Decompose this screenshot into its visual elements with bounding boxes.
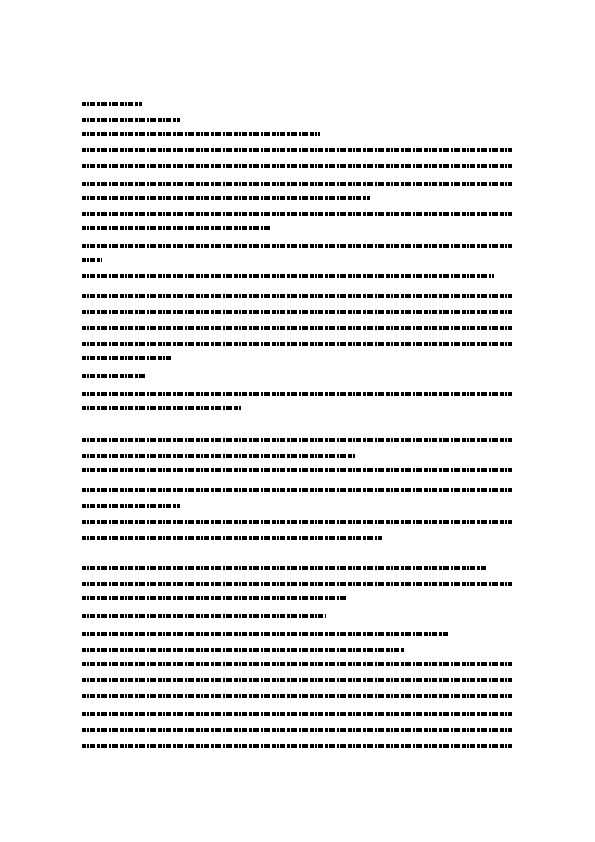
text-line (82, 406, 242, 410)
text-line (82, 182, 512, 186)
text-line (82, 566, 486, 570)
text-line (82, 164, 512, 168)
text-line (82, 438, 512, 442)
text-line (82, 118, 180, 122)
text-line (82, 326, 512, 330)
text-line (82, 454, 356, 458)
text-line (82, 712, 512, 716)
text-line (82, 520, 512, 524)
text-line (82, 648, 404, 652)
text-line (82, 488, 512, 492)
text-line (82, 226, 270, 230)
text-line (82, 614, 326, 618)
text-line (82, 504, 180, 508)
text-line (82, 678, 512, 682)
text-line (82, 342, 512, 346)
text-line (82, 582, 512, 586)
text-line (82, 102, 142, 106)
text-line (82, 728, 512, 732)
text-line (82, 258, 102, 262)
text-line (82, 536, 382, 540)
text-line (82, 392, 512, 396)
text-line (82, 244, 512, 248)
text-line (82, 596, 348, 600)
text-line (82, 212, 512, 216)
text-line (82, 294, 512, 298)
text-line (82, 310, 512, 314)
text-line (82, 632, 448, 636)
text-line (82, 374, 146, 378)
text-line (82, 274, 494, 278)
text-line (82, 744, 512, 748)
text-line (82, 148, 512, 152)
text-line (82, 356, 172, 360)
text-line (82, 662, 512, 666)
text-line (82, 132, 320, 136)
text-line (82, 694, 512, 698)
text-line (82, 196, 370, 200)
text-line (82, 468, 512, 472)
